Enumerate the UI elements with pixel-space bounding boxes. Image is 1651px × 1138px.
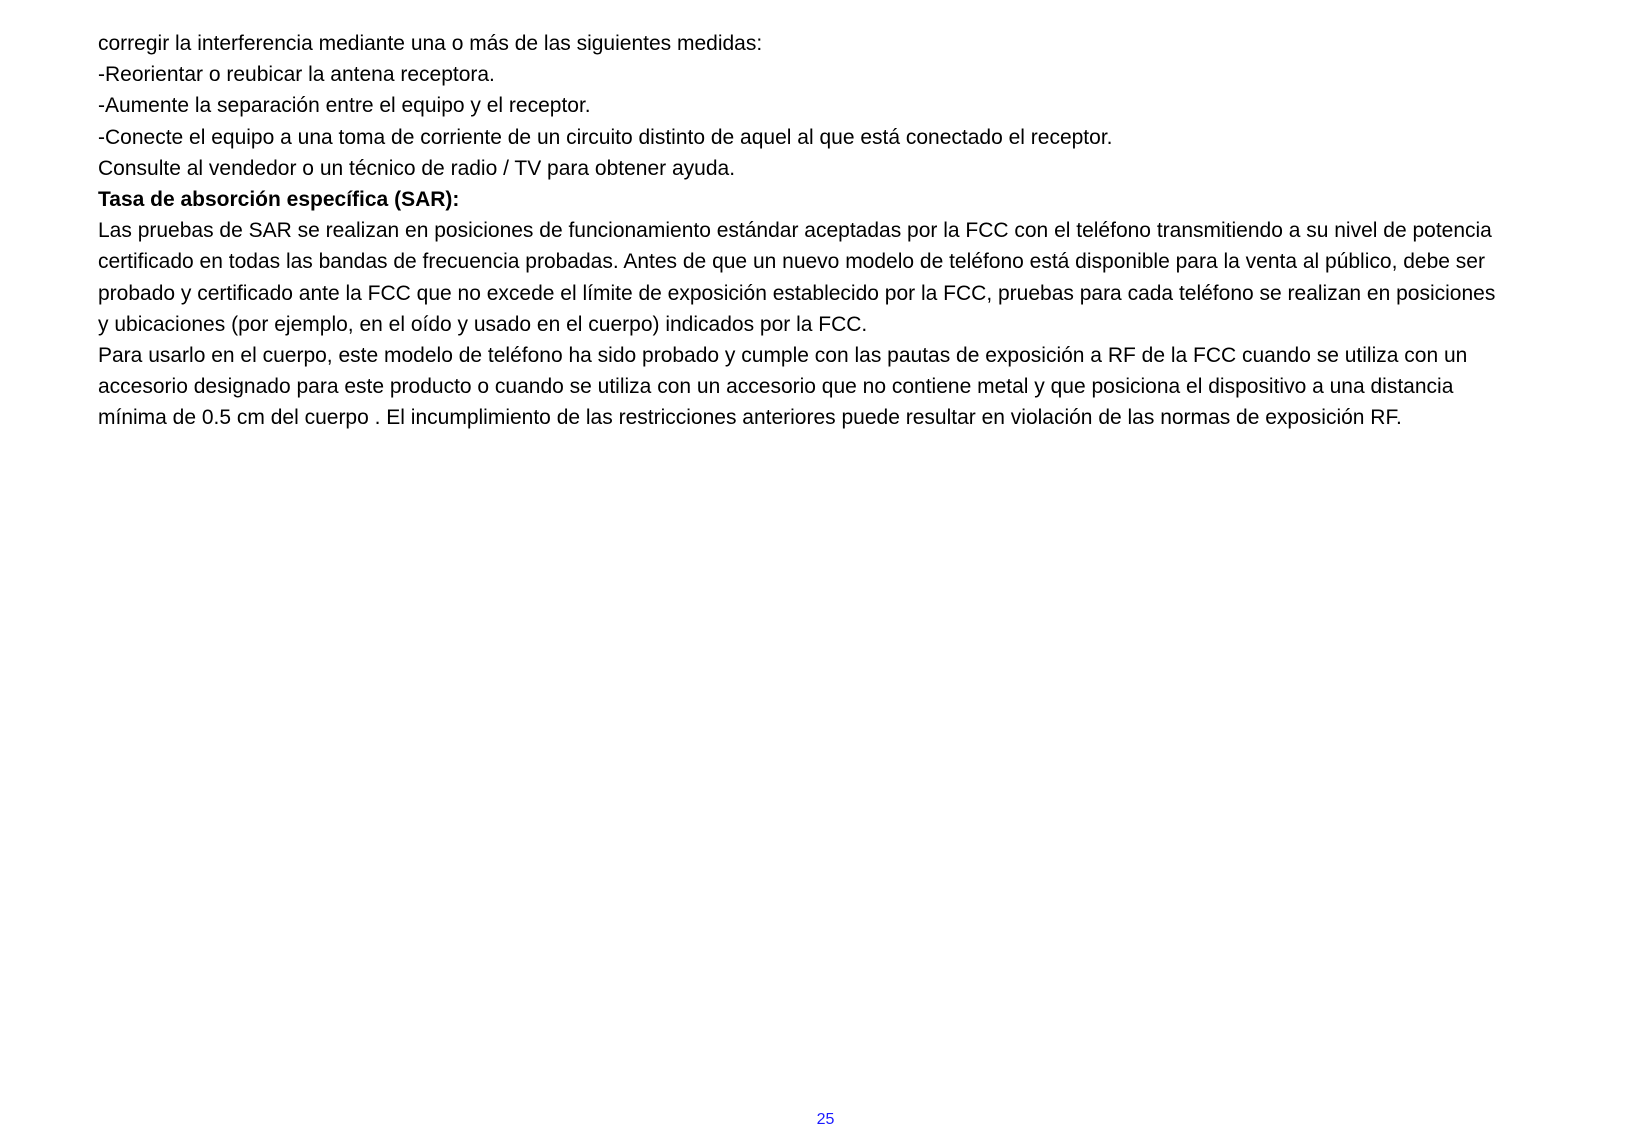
sar-paragraph-body-worn-line: mínima de 0.5 cm del cuerpo . El incumplimiento de las restricciones anteriores puede resultar en violación de las normas de exposición RF. [98,406,1402,430]
sar-paragraph-testing [98,215,1598,340]
sar-paragraph-body-worn-line: accesorio designado para este producto o cuando se utiliza con un accesorio que no contiene metal y que posiciona el dispositivo a una distancia [98,375,1454,399]
consult-dealer-line: Consulte al vendedor o un técnico de radio / TV para obtener ayuda. [98,156,736,180]
sar-paragraph-testing-line: y ubicaciones (por ejemplo, en el oído y usado en el cuerpo) indicados por la FCC. [98,312,868,336]
interference-intro-line: corregir la interferencia mediante una o más de las siguientes medidas: [98,32,763,55]
sar-paragraph-body-worn [98,340,1598,434]
sar-paragraph-testing-line: certificado en todas las bandas de frecuencia probadas. Antes de que un nuevo modelo de teléfono está disponible para la venta al público, debe ser [98,250,1485,274]
measure-increase-separation: -Aumente la separación entre el equipo y el receptor. [98,94,591,118]
measure-reorient-antenna: -Reorientar o reubicar la antena receptora. [98,63,495,87]
measure-different-circuit: -Conecte el equipo a una toma de corriente de un circuito distinto de aquel al que está conectado el receptor. [98,125,1113,149]
document-body [98,28,1598,434]
page-number: 25 [816,1111,835,1128]
sar-paragraph-testing-line: probado y certificado ante la FCC que no excede el límite de exposición establecido por la FCC, pruebas para cada teléfono se realizan en posiciones [98,281,1496,305]
sar-paragraph-body-worn-line: Para usarlo en el cuerpo, este modelo de teléfono ha sido probado y cumple con las pautas de exposición a RF de la FCC cuando se utiliza con un [98,344,1468,368]
sar-paragraph-testing-line: Las pruebas de SAR se realizan en posiciones de funcionamiento estándar aceptadas por la FCC con el teléfono transmitiendo a su nivel de potencia [98,219,1492,243]
sar-heading: Tasa de absorción específica (SAR): [98,188,460,212]
